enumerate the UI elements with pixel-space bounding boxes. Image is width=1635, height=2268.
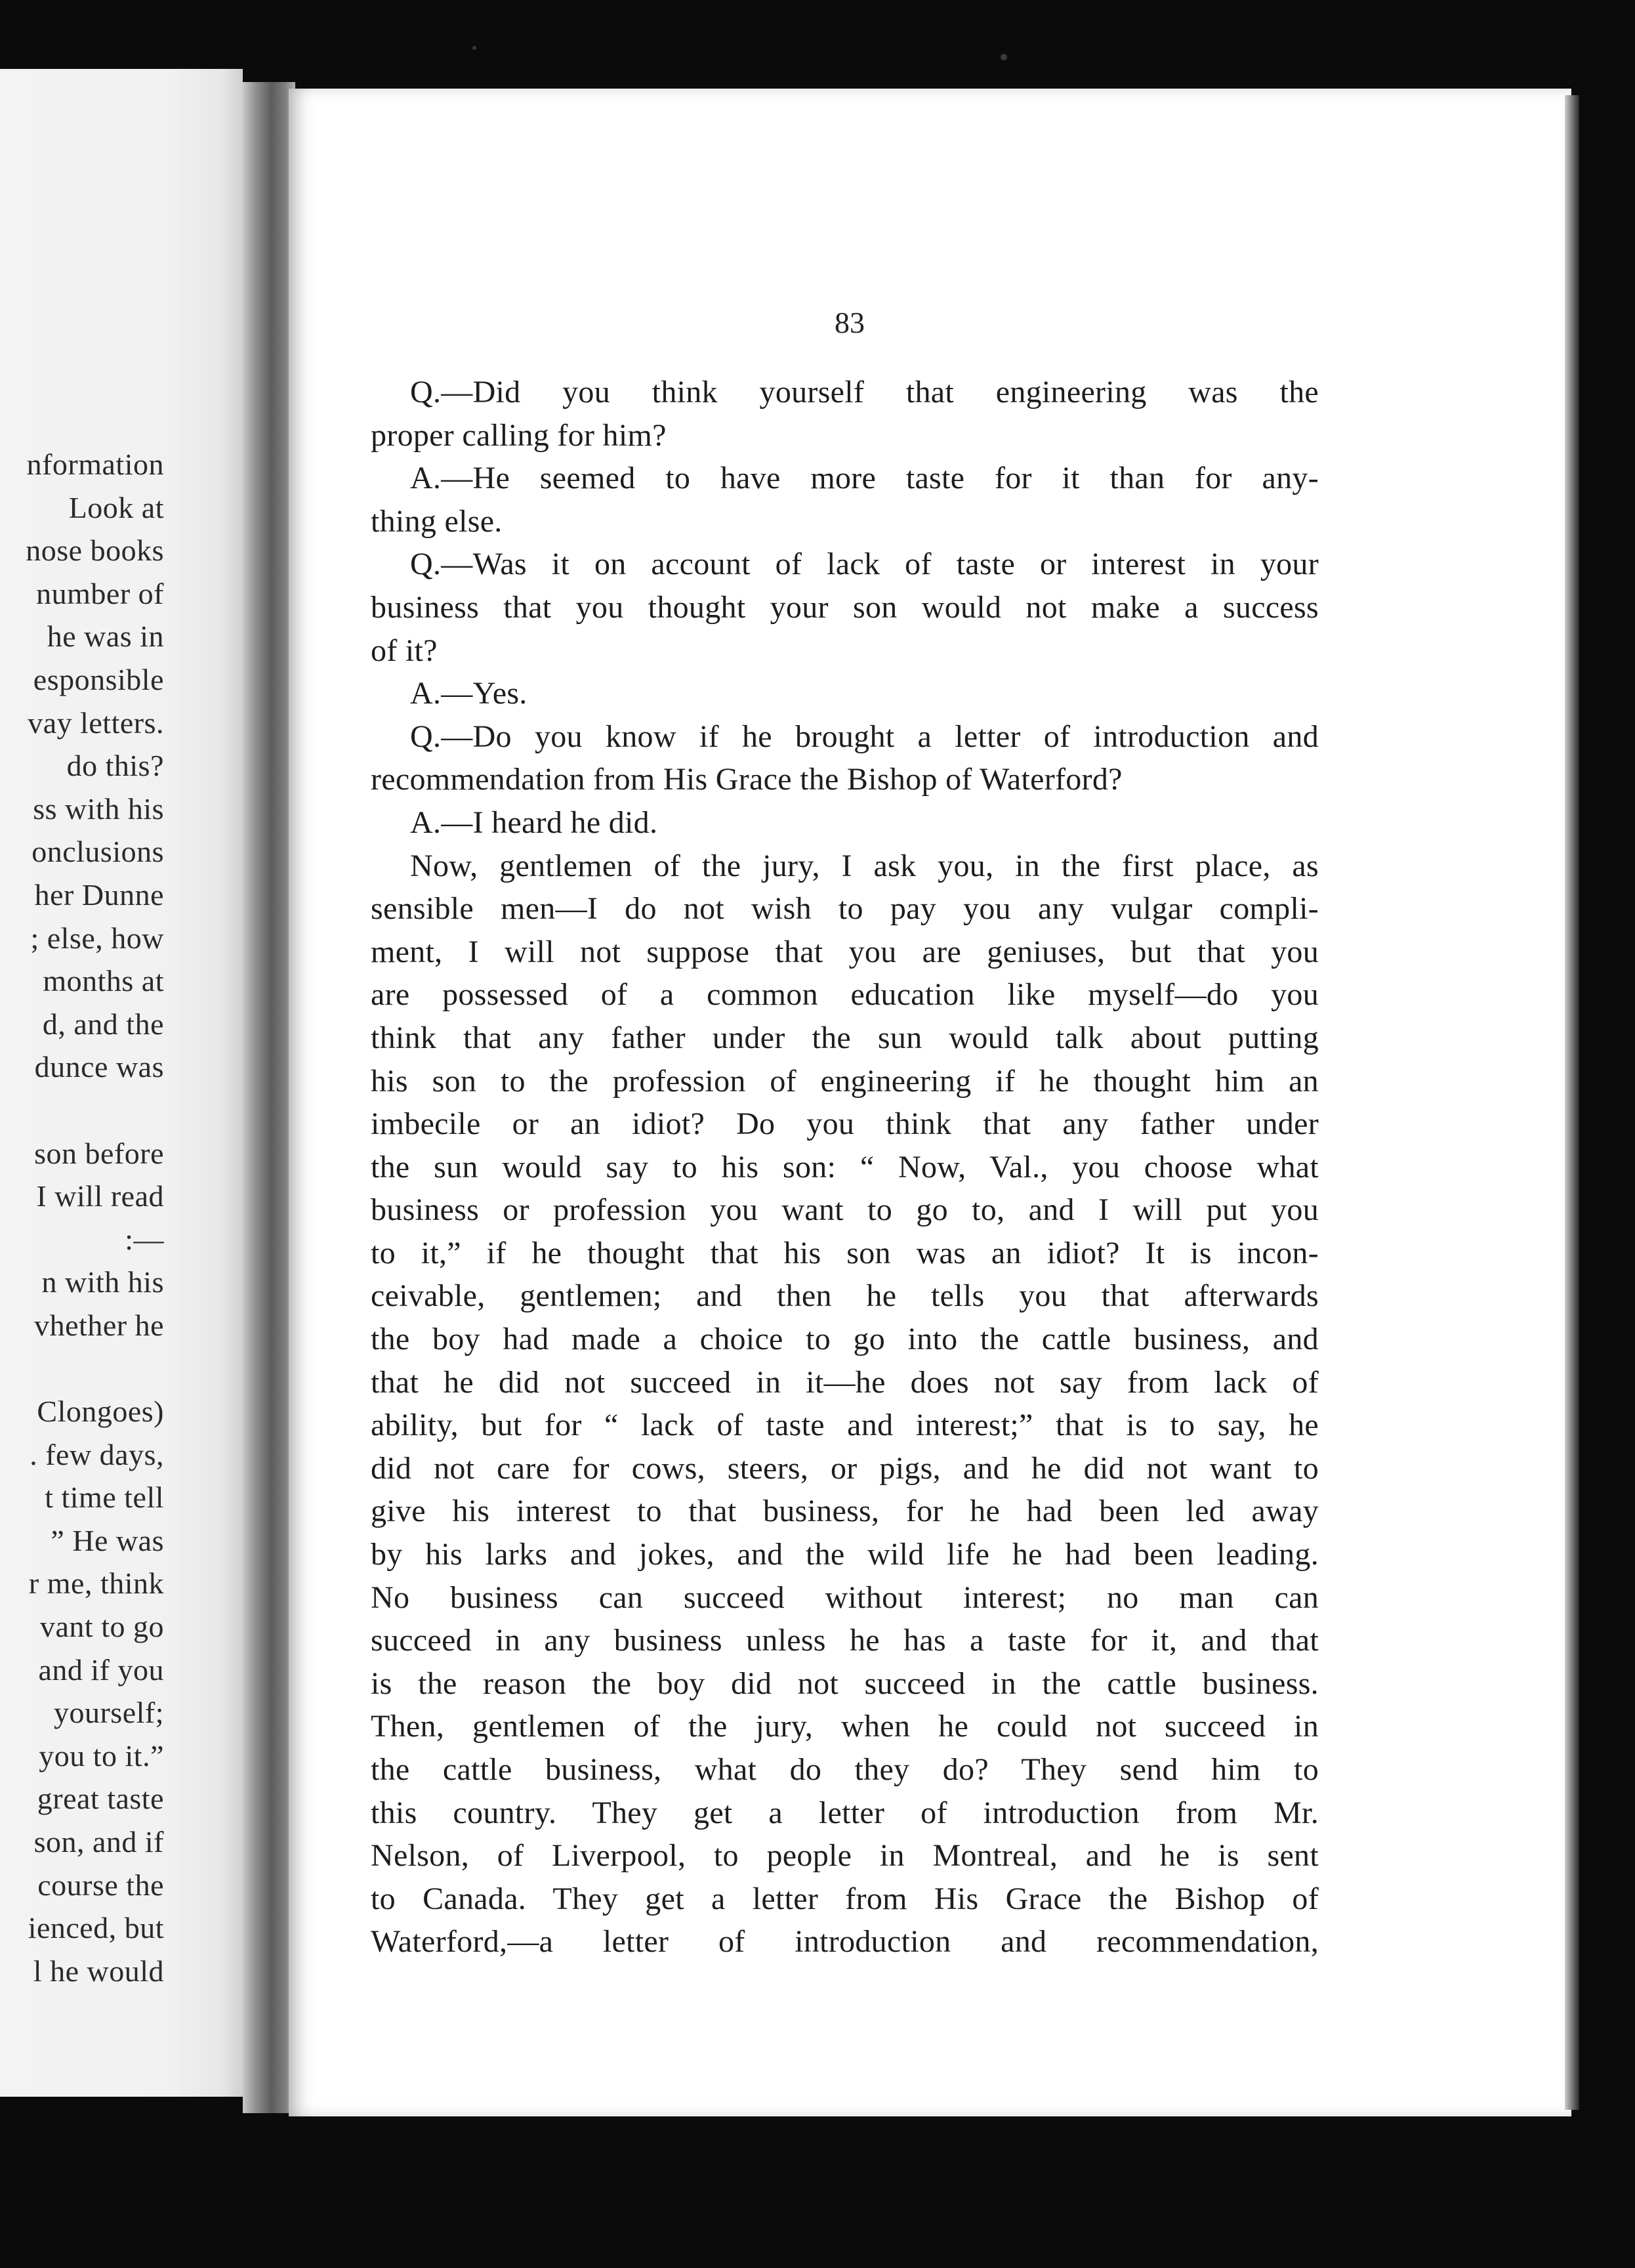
text-line: thing else. <box>371 503 503 539</box>
facing-text-line: do this? <box>66 749 164 783</box>
facing-text-line: nose books <box>26 534 164 568</box>
text-line: Then, gentlemen of the jury, when he could not succeed in <box>371 1709 1319 1744</box>
facing-text-line: you to it.” <box>39 1738 164 1773</box>
facing-page <box>0 69 243 2097</box>
text-line: imbecile or an idiot? Do you think that any father under <box>371 1106 1319 1142</box>
text-line: his son to the profession of engineering if he thought him an <box>371 1063 1319 1099</box>
text-line: ment, I will not suppose that you are geniuses, but that you <box>371 934 1319 969</box>
facing-text-line: vant to go <box>40 1610 164 1644</box>
text-line: to it,” if he thought that his son was an idiot? It is incon- <box>371 1235 1319 1270</box>
text-line: the sun would say to his son: “ Now, Val., you choose what <box>371 1149 1319 1185</box>
facing-text-line: d, and the <box>42 1007 164 1041</box>
facing-text-line: Look at <box>68 490 164 524</box>
text-line: Q.—Do you know if he brought a letter of introduction and <box>410 719 1319 754</box>
text-line: give his interest to that business, for he had been led away <box>371 1494 1319 1529</box>
facing-text-line: ” He was <box>51 1523 164 1557</box>
page-number: 83 <box>835 306 865 339</box>
text-line: the boy had made a choice to go into the cattle business, and <box>371 1322 1319 1357</box>
facing-text-line: dunce was <box>34 1050 164 1084</box>
text-line: A.—I heard he did. <box>410 805 658 840</box>
text-line: to Canada. They get a letter from His Grace the Bishop of <box>371 1881 1319 1916</box>
facing-text-line: and if you <box>38 1652 164 1687</box>
text-line: business that you thought your son would not make a success <box>371 589 1319 625</box>
facing-text-line <box>26 1089 164 1132</box>
facing-text-line: he was in <box>47 620 164 654</box>
text-line: this country. They get a letter of introduction from Mr. <box>371 1795 1319 1830</box>
text-line: business or profession you want to go to, and I will put you <box>371 1192 1319 1228</box>
text-line: that he did not succeed in it—he does not say from lack of <box>371 1364 1319 1400</box>
text-line: by his larks and jokes, and the wild life he had been leading. <box>371 1537 1319 1572</box>
facing-text-line: esponsible <box>33 662 164 696</box>
text-line: ability, but for “ lack of taste and interest;” that is to say, he <box>371 1408 1319 1443</box>
text-line: Q.—Was it on account of lack of taste or interest in your <box>410 547 1319 582</box>
facing-text-line: great taste <box>37 1782 164 1816</box>
facing-text-line: t time tell <box>45 1480 164 1515</box>
page-body-text <box>371 371 1319 1964</box>
text-line: succeed in any business unless he has a taste for it, and that <box>371 1623 1319 1658</box>
text-line: A.—Yes. <box>410 676 528 711</box>
facing-text-line: yourself; <box>53 1696 164 1730</box>
scan-speck <box>1001 54 1007 60</box>
facing-text-line: . few days, <box>30 1437 164 1471</box>
facing-text-line: I will read <box>36 1179 164 1213</box>
facing-page-text <box>26 443 164 1992</box>
facing-text-line: n with his <box>41 1265 164 1299</box>
text-line: No business can succeed without interest; no man can <box>371 1580 1319 1615</box>
facing-text-line: ; else, how <box>30 921 164 955</box>
facing-text-line: ienced, but <box>28 1911 164 1945</box>
text-line: A.—He seemed to have more taste for it than for any- <box>410 461 1319 496</box>
text-line: ceivable, gentlemen; and then he tells you that afterwards <box>371 1278 1319 1314</box>
text-line: sensible men—I do not wish to pay you any vulgar compli- <box>371 891 1319 927</box>
text-line: recommendation from His Grace the Bishop of Waterford? <box>371 762 1123 797</box>
facing-text-line: vhether he <box>34 1308 164 1342</box>
text-line: Now, gentlemen of the jury, I ask you, in the first place, as <box>410 848 1319 883</box>
facing-text-line: months at <box>43 964 164 998</box>
book-gutter-shadow <box>243 82 295 2113</box>
text-line: of it? <box>371 633 438 668</box>
text-line: Q.—Did you think yourself that engineering was the <box>410 375 1319 410</box>
text-line: think that any father under the sun would talk about putting <box>371 1020 1319 1055</box>
facing-text-line: son before <box>34 1136 164 1170</box>
facing-text-line: Clongoes) <box>37 1395 164 1429</box>
facing-text-line: ss with his <box>33 791 164 826</box>
text-line: the cattle business, what do they do? They send him to <box>371 1752 1319 1787</box>
text-line: are possessed of a common education like myself—do you <box>371 977 1319 1013</box>
text-line: Nelson, of Liverpool, to people in Montreal, and he is sent <box>371 1838 1319 1874</box>
facing-text-line: r me, think <box>28 1566 164 1601</box>
facing-text-line <box>26 1347 164 1390</box>
facing-text-line: son, and if <box>33 1825 164 1858</box>
text-line: proper calling for him? <box>371 417 667 453</box>
text-line: did not care for cows, steers, or pigs, and he did not want to <box>371 1450 1319 1486</box>
text-line: is the reason the boy did not succeed in the cattle business. <box>371 1666 1319 1701</box>
facing-text-line: onclusions <box>31 835 164 869</box>
facing-text-line: nformation <box>26 448 164 481</box>
facing-text-line: course the <box>37 1868 164 1902</box>
page-edge-shadow <box>1565 95 1579 2110</box>
facing-text-line: number of <box>36 576 164 610</box>
facing-text-line: l he would <box>33 1954 164 1988</box>
text-line: Waterford,—a letter of introduction and recommendation, <box>371 1924 1319 1960</box>
facing-text-line: her Dunne <box>34 877 164 912</box>
facing-text-line: :— <box>125 1222 164 1256</box>
facing-text-line: vay letters. <box>28 705 164 740</box>
scan-speck <box>472 46 476 50</box>
